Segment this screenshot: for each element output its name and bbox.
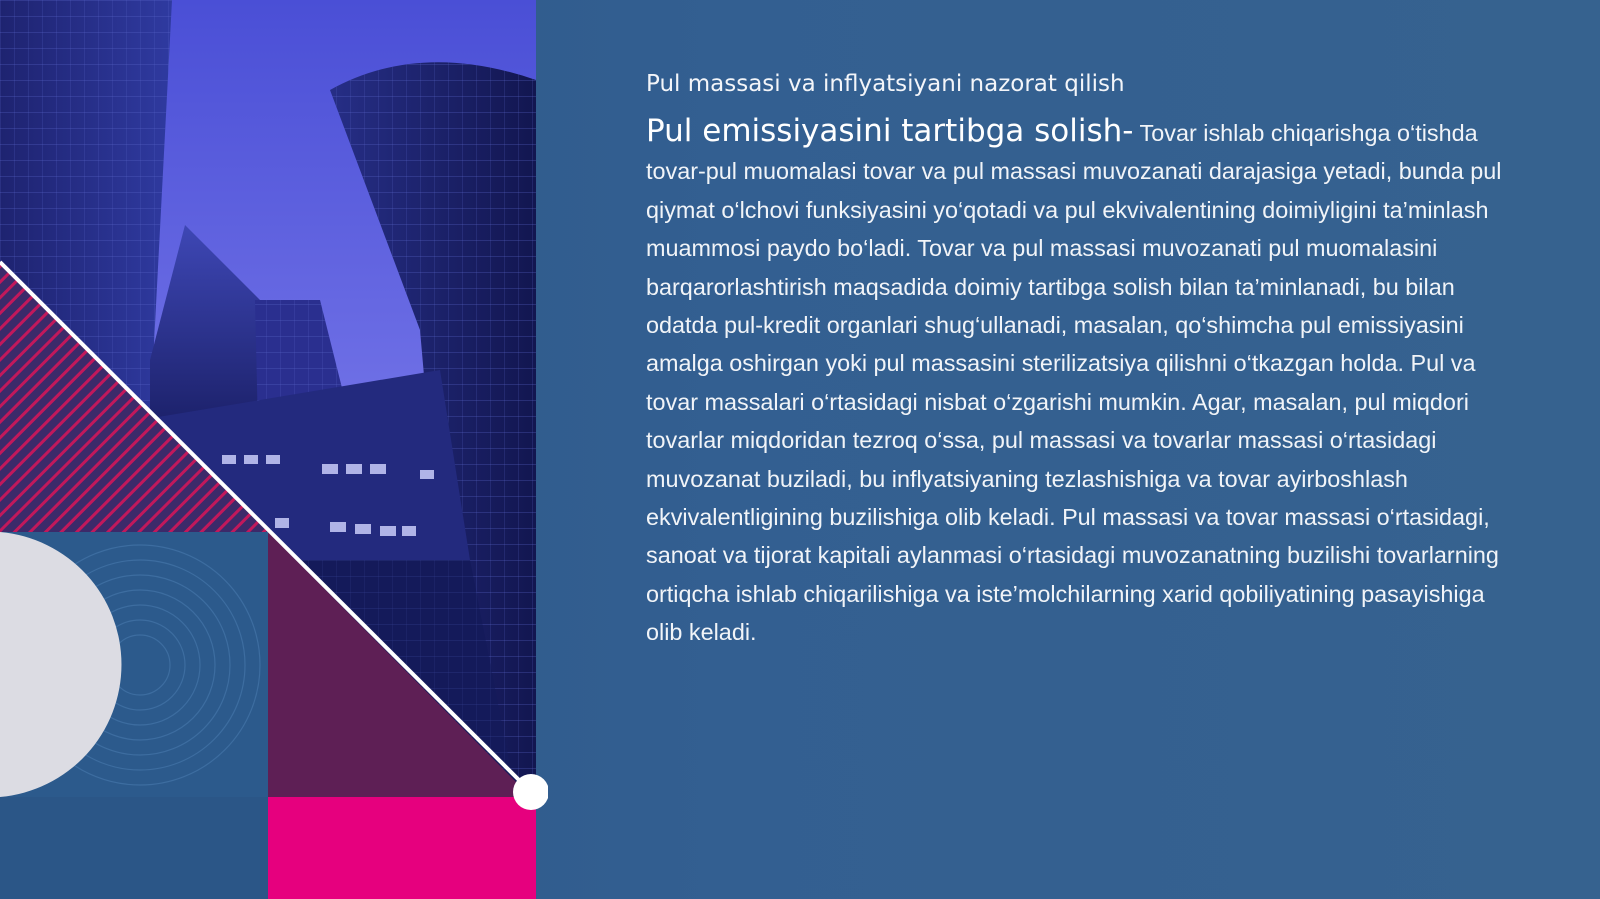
magenta-block [268, 797, 536, 899]
section-heading: Pul emissiyasini tartibga solish- [646, 113, 1134, 149]
decorative-art-panel [0, 0, 548, 899]
body-text: Tovar ishlab chiqarishga o‘tishda tovar-pul muomalasi tovar va pul massasi muvozanati darajasiga yetadi, bunda pul qiymat o‘lchovi funksiyasini yo‘qotadi va pul ekvivalentining doimiyligini ta’minlash muammosi paydo bo‘ladi. Tovar va pul massasi muvozanati pul muomalasini barqarorlashtirish maqsadida doimiy tartibga solish bilan ta’minlanadi, bu bilan odatda pul-kredit organlari shug‘ullanadi, masalan, qo‘shimcha pul emissiyasini amalga oshirgan yoki pul massasini sterilizatsiya qilishni o‘tkazgan holda. Pul va tovar massalari o‘rtasidagi nisbat o‘zgarishi mumkin. Agar, masalan, pul miqdori tovarlar miqdoridan tezroq o‘ssa, pul massasi va tovarlar massasi o‘rtasidagi muvozanat buziladi, bu inflyatsiyaning tezlashishiga va tovar ayirboshlash ekvivalentligining buzilishiga olib keladi. Pul massasi va tovar massasi o‘rtasidagi, sanoat va tijorat kapitali aylanmasi o‘rtasidagi muvozanatning buzilishi tovarlarning ortiqcha ishlab chiqarilishiga va iste’molchilarning xarid qobiliyatining pasayishiga olib keladi. [646, 120, 1502, 646]
line-endpoint-dot [513, 774, 548, 810]
body-paragraph [646, 112, 1522, 652]
slide-subtitle: Pul massasi va inflyatsiyani nazorat qilish [646, 71, 1125, 97]
content-area [646, 68, 1522, 652]
